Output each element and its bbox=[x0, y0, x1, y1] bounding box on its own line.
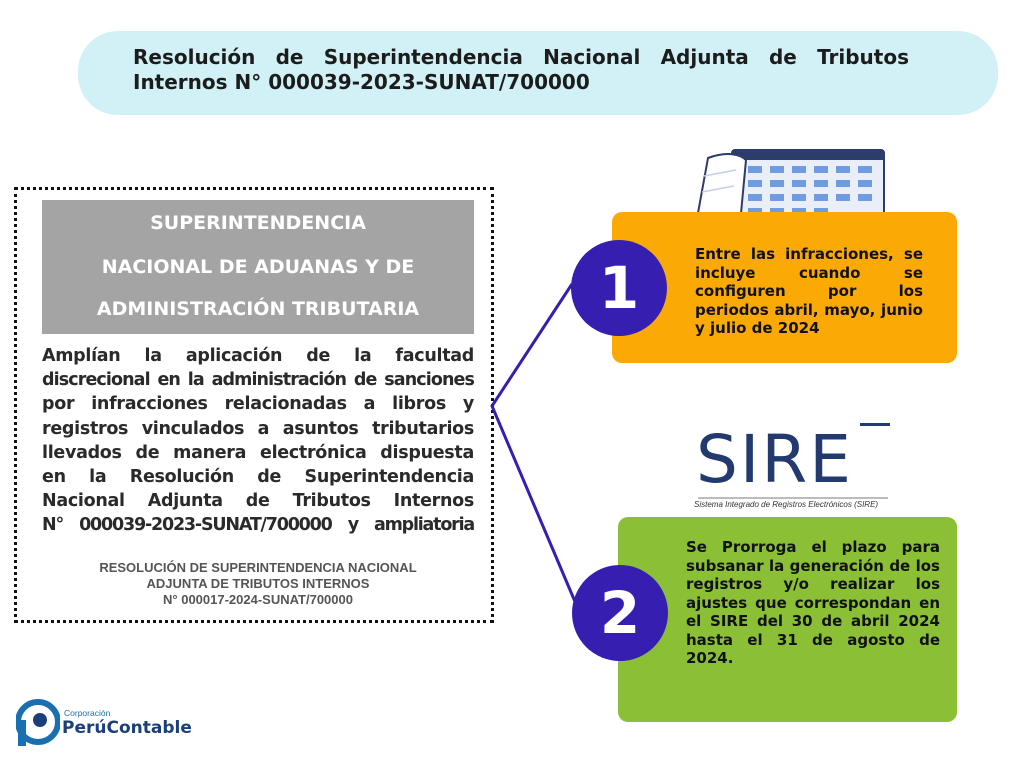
sire-logo bbox=[688, 422, 898, 514]
perucontable-logo-mark bbox=[16, 698, 60, 750]
clipping-body-line: registros vinculados a asuntos tributarios bbox=[42, 418, 474, 439]
sire-logo-caption: Sistema Integrado de Registros Electrónicos (SIRE) bbox=[694, 500, 879, 509]
point-number-1: 1 bbox=[571, 240, 667, 336]
brand-small-text: Corporación bbox=[64, 708, 111, 718]
clipping-header-line: NACIONAL DE ADUANAS Y DE bbox=[101, 256, 415, 278]
clipping-header-line: SUPERINTENDENCIA bbox=[150, 212, 366, 234]
perucontable-logo bbox=[16, 698, 216, 750]
clipping-body-line: Nacional Adjunta de Tributos Internos bbox=[42, 491, 474, 512]
clipping-header-line: ADMINISTRACIÓN TRIBUTARIA bbox=[96, 298, 420, 320]
page-title: Resolución de Superintendencia Nacional Adjunta de Tributos Internos N° 000039-2023-SUNAT/700000 bbox=[133, 45, 909, 94]
sire-logo-word: SIRE bbox=[696, 421, 853, 498]
point-number-2: 2 bbox=[572, 565, 668, 661]
point-text-2: Se Prorroga el plazo para subsanar la generación de los registros y/o realizar los ajustes que correspondan en el SIRE del 30 de abril 2024 hasta el 31 de agosto de 2024. bbox=[686, 538, 940, 667]
clipping-body-line: por infracciones relacionadas a libros y bbox=[42, 394, 474, 415]
clipping-reference-line: N° 000017-2024-SUNAT/700000 bbox=[163, 592, 353, 607]
point-text-1: Entre las infracciones, se incluye cuando se configuren por los periodos abril, mayo, junio y julio de 2024 bbox=[695, 245, 923, 337]
clipping-reference-line: ADJUNTA DE TRIBUTOS INTERNOS bbox=[146, 576, 370, 591]
clipping-body-line: discrecional en la administración de sanciones bbox=[42, 370, 474, 391]
brand-name: PerúContable bbox=[62, 718, 192, 738]
clipping-body-line: llevados de manera electrónica dispuesta bbox=[42, 442, 474, 463]
clipping-body-line: N° 000039-2023-SUNAT/700000 y ampliatoria bbox=[42, 515, 474, 536]
clipping-body-line: Amplían la aplicación de la facultad bbox=[42, 346, 474, 366]
clipping-body-line: en la Resolución de Superintendencia bbox=[42, 467, 474, 488]
clipping-reference-line: RESOLUCIÓN DE SUPERINTENDENCIA NACIONAL bbox=[99, 560, 417, 575]
